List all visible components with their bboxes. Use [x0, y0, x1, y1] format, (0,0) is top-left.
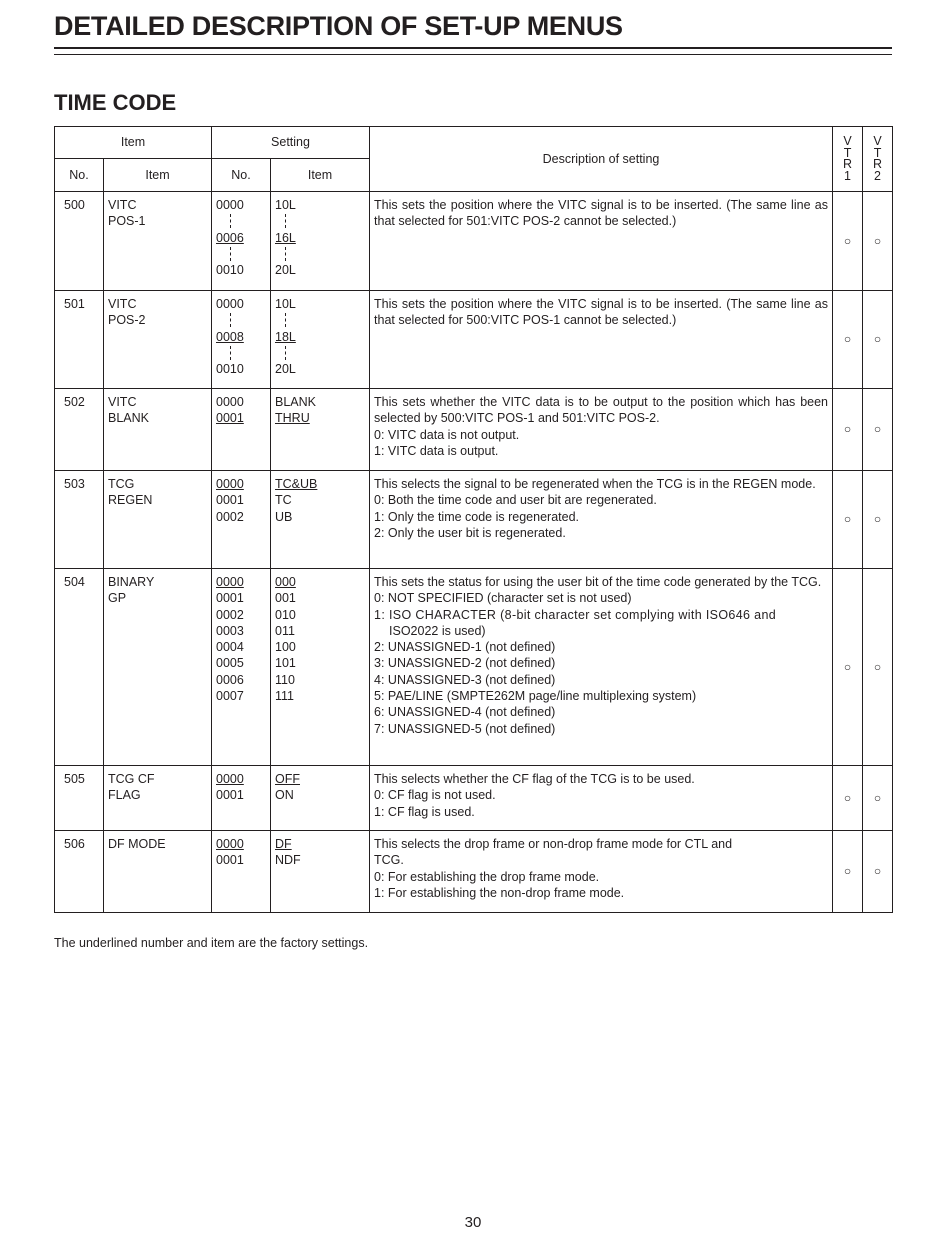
row-setting-item [271, 291, 370, 389]
row-number: 501 [55, 291, 104, 389]
description-line: 0: CF flag is not used. [374, 788, 496, 803]
row-setting-item [271, 569, 370, 766]
row-setting-no [212, 291, 271, 389]
row-item [104, 389, 212, 471]
description-line: 1: ISO CHARACTER (8-bit character set complying with ISO646 and [374, 607, 777, 622]
row-item-line: DF MODE [108, 837, 166, 851]
vtr1-mark: ○ [833, 569, 863, 766]
header-vtr2-char: V [873, 134, 882, 148]
setting-value: 0005 [216, 656, 244, 671]
setting-value: 0002 [216, 509, 244, 524]
header-item-group: Item [55, 127, 212, 159]
time-code-table [54, 126, 893, 913]
setting-value-default: OFF [275, 772, 300, 786]
table-row [55, 569, 893, 766]
row-description [370, 291, 833, 389]
row-item-line: BINARY [108, 575, 155, 589]
header-vtr1-char: V [843, 134, 852, 148]
setting-value: 0000 [216, 395, 244, 409]
setting-value: UB [275, 509, 293, 524]
setting-value: BLANK [275, 395, 316, 409]
description-line: 1: CF flag is used. [374, 804, 475, 819]
row-item [104, 569, 212, 766]
row-description [370, 766, 833, 831]
row-description [370, 569, 833, 766]
row-item [104, 291, 212, 389]
description-line: 0: NOT SPECIFIED (character set is not used) [374, 591, 632, 606]
header-vtr2-char: 2 [874, 168, 881, 183]
row-item-line: VITC [108, 297, 137, 311]
vtr1-mark: ○ [833, 831, 863, 913]
range-tick [275, 312, 365, 328]
setting-value-default: DF [275, 837, 292, 851]
row-number: 506 [55, 831, 104, 913]
description-line: This sets whether the VITC data is to be output to the position which has been selected by 500:VITC POS-1 and 501:VITC POS-2. [374, 395, 829, 426]
description-line: 1: Only the time code is regenerated. [374, 509, 579, 524]
description-line: This sets the position where the VITC signal is to be inserted. (The same line as that selected for 501:VITC POS-2 cannot be selected.) [374, 198, 829, 229]
setting-value: 0002 [216, 607, 244, 622]
setting-value: 011 [275, 623, 295, 638]
table-row [55, 389, 893, 471]
header-rule-thick [54, 47, 892, 49]
description-line: 0: VITC data is not output. [374, 427, 520, 442]
range-tick [275, 213, 365, 229]
row-item-line: VITC [108, 395, 137, 409]
header-vtr2 [863, 127, 893, 192]
header-setting-no: No. [212, 159, 271, 192]
page-title: DETAILED DESCRIPTION OF SET-UP MENUS [54, 11, 623, 41]
setting-value-default: THRU [275, 411, 310, 426]
row-setting-no [212, 831, 271, 913]
vtr1-mark: ○ [833, 766, 863, 831]
setting-value: 110 [275, 672, 295, 687]
setting-value: NDF [275, 853, 301, 868]
description-line: This sets the position where the VITC signal is to be inserted. (The same line as that selected for 500:VITC POS-1 cannot be selected.) [374, 297, 829, 328]
setting-value: 0006 [216, 672, 244, 687]
row-setting-no [212, 192, 271, 291]
row-setting-item [271, 389, 370, 471]
range-tick [216, 213, 266, 229]
setting-value: 0003 [216, 623, 244, 638]
setting-value-default: TC&UB [275, 477, 318, 491]
header-vtr1-char: T [843, 145, 852, 160]
table-row [55, 192, 893, 291]
setting-value-default: 000 [275, 575, 296, 589]
setting-value-default: 0006 [216, 230, 244, 245]
header-setting-group: Setting [212, 127, 370, 159]
setting-value: 111 [275, 689, 295, 704]
setting-value-default: 0000 [216, 837, 244, 851]
row-item-line: TCG CF [108, 772, 155, 786]
setting-value: 0010 [216, 263, 244, 278]
row-number: 500 [55, 192, 104, 291]
row-setting-item [271, 471, 370, 569]
description-line: This sets the status for using the user bit of the time code generated by the TCG. [374, 575, 822, 589]
row-item-line: REGEN [108, 493, 153, 508]
row-item [104, 471, 212, 569]
vtr1-mark: ○ [833, 291, 863, 389]
row-setting-no [212, 569, 271, 766]
row-number: 503 [55, 471, 104, 569]
setting-value: TC [275, 493, 292, 508]
setting-value-default: 0000 [216, 772, 244, 786]
row-setting-no [212, 389, 271, 471]
row-item-line: TCG [108, 477, 135, 491]
setting-value: 0001 [216, 591, 244, 606]
vtr2-mark: ○ [863, 291, 893, 389]
row-item-line: GP [108, 591, 127, 606]
setting-value: 0000 [216, 297, 244, 311]
setting-value: 101 [275, 656, 296, 671]
setting-value-default: 0008 [216, 329, 244, 344]
setting-value: 001 [275, 591, 296, 606]
description-line: 1: VITC data is output. [374, 443, 499, 458]
description-line: This selects whether the CF flag of the TCG is to be used. [374, 772, 695, 786]
setting-value-default: 16L [275, 230, 296, 245]
description-line: 4: UNASSIGNED-3 (not defined) [374, 672, 556, 687]
row-description [370, 831, 833, 913]
table-row [55, 831, 893, 913]
header-description: Description of setting [370, 127, 833, 192]
description-line: 1: For establishing the non-drop frame mode. [374, 885, 625, 900]
setting-value: 10L [275, 297, 296, 311]
description-line: 6: UNASSIGNED-4 (not defined) [374, 705, 556, 720]
description-line: TCG. [374, 853, 404, 868]
description-line: 2: UNASSIGNED-1 (not defined) [374, 640, 556, 655]
vtr1-mark: ○ [833, 471, 863, 569]
row-item-line: POS-2 [108, 313, 146, 328]
row-setting-item [271, 831, 370, 913]
description-line: 2: Only the user bit is regenerated. [374, 525, 566, 540]
vtr2-mark: ○ [863, 766, 893, 831]
description-line: 0: For establishing the drop frame mode. [374, 869, 600, 884]
row-description [370, 192, 833, 291]
header-vtr2-char: T [873, 145, 882, 160]
vtr2-mark: ○ [863, 389, 893, 471]
setting-value: 20L [275, 263, 296, 278]
header-vtr1-char: R [843, 157, 853, 171]
row-item-line: POS-1 [108, 214, 146, 229]
row-number: 502 [55, 389, 104, 471]
setting-value: 10L [275, 198, 296, 212]
range-tick [216, 312, 266, 328]
vtr2-mark: ○ [863, 192, 893, 291]
row-item [104, 831, 212, 913]
description-line: ISO2022 is used) [389, 623, 486, 638]
description-line: 3: UNASSIGNED-2 (not defined) [374, 656, 556, 671]
setting-value-default: 18L [275, 329, 296, 344]
setting-value: 0007 [216, 689, 244, 704]
range-tick [275, 246, 365, 262]
setting-value: 100 [275, 640, 296, 655]
setting-value: 0010 [216, 362, 244, 377]
section-title: TIME CODE [54, 90, 177, 115]
setting-value: 0001 [216, 788, 244, 803]
setting-value-default: 0001 [216, 411, 244, 426]
vtr2-mark: ○ [863, 471, 893, 569]
header-no: No. [55, 159, 104, 192]
range-tick [216, 345, 266, 361]
setting-value: 0000 [216, 198, 244, 212]
vtr1-mark: ○ [833, 192, 863, 291]
range-tick [216, 246, 266, 262]
header-vtr1-char: 1 [844, 168, 851, 183]
header-vtr1 [833, 127, 863, 192]
row-setting-no [212, 471, 271, 569]
header-vtr2-char: R [873, 157, 883, 171]
setting-value: ON [275, 788, 294, 803]
header-item: Item [104, 159, 212, 192]
description-line: This selects the signal to be regenerated when the TCG is in the REGEN mode. [374, 477, 816, 491]
row-item-line: VITC [108, 198, 137, 212]
setting-value: 20L [275, 362, 296, 377]
row-setting-item [271, 192, 370, 291]
footnote: The underlined number and item are the factory settings. [54, 936, 369, 950]
row-number: 505 [55, 766, 104, 831]
setting-value: 010 [275, 607, 296, 622]
description-line: 0: Both the time code and user bit are regenerated. [374, 493, 657, 508]
row-description [370, 471, 833, 569]
table-row [55, 766, 893, 831]
setting-value: 0004 [216, 640, 244, 655]
row-setting-no [212, 766, 271, 831]
description-line: 5: PAE/LINE (SMPTE262M page/line multiplexing system) [374, 689, 697, 704]
vtr2-mark: ○ [863, 831, 893, 913]
row-item [104, 766, 212, 831]
setting-value-default: 0000 [216, 575, 244, 589]
row-item [104, 192, 212, 291]
setting-value: 0001 [216, 853, 244, 868]
header-rule-thin [54, 54, 892, 55]
row-item-line: FLAG [108, 788, 141, 803]
table-row [55, 471, 893, 569]
description-line: This selects the drop frame or non-drop frame mode for CTL and [374, 837, 733, 851]
row-number: 504 [55, 569, 104, 766]
setting-value: 0001 [216, 493, 244, 508]
description-line: 7: UNASSIGNED-5 (not defined) [374, 721, 556, 736]
row-setting-item [271, 766, 370, 831]
header-setting-item: Item [271, 159, 370, 192]
table-row [55, 291, 893, 389]
row-item-line: BLANK [108, 411, 149, 426]
setting-value-default: 0000 [216, 477, 244, 491]
vtr1-mark: ○ [833, 389, 863, 471]
row-description [370, 389, 833, 471]
page-number: 30 [464, 1214, 482, 1231]
range-tick [275, 345, 365, 361]
vtr2-mark: ○ [863, 569, 893, 766]
